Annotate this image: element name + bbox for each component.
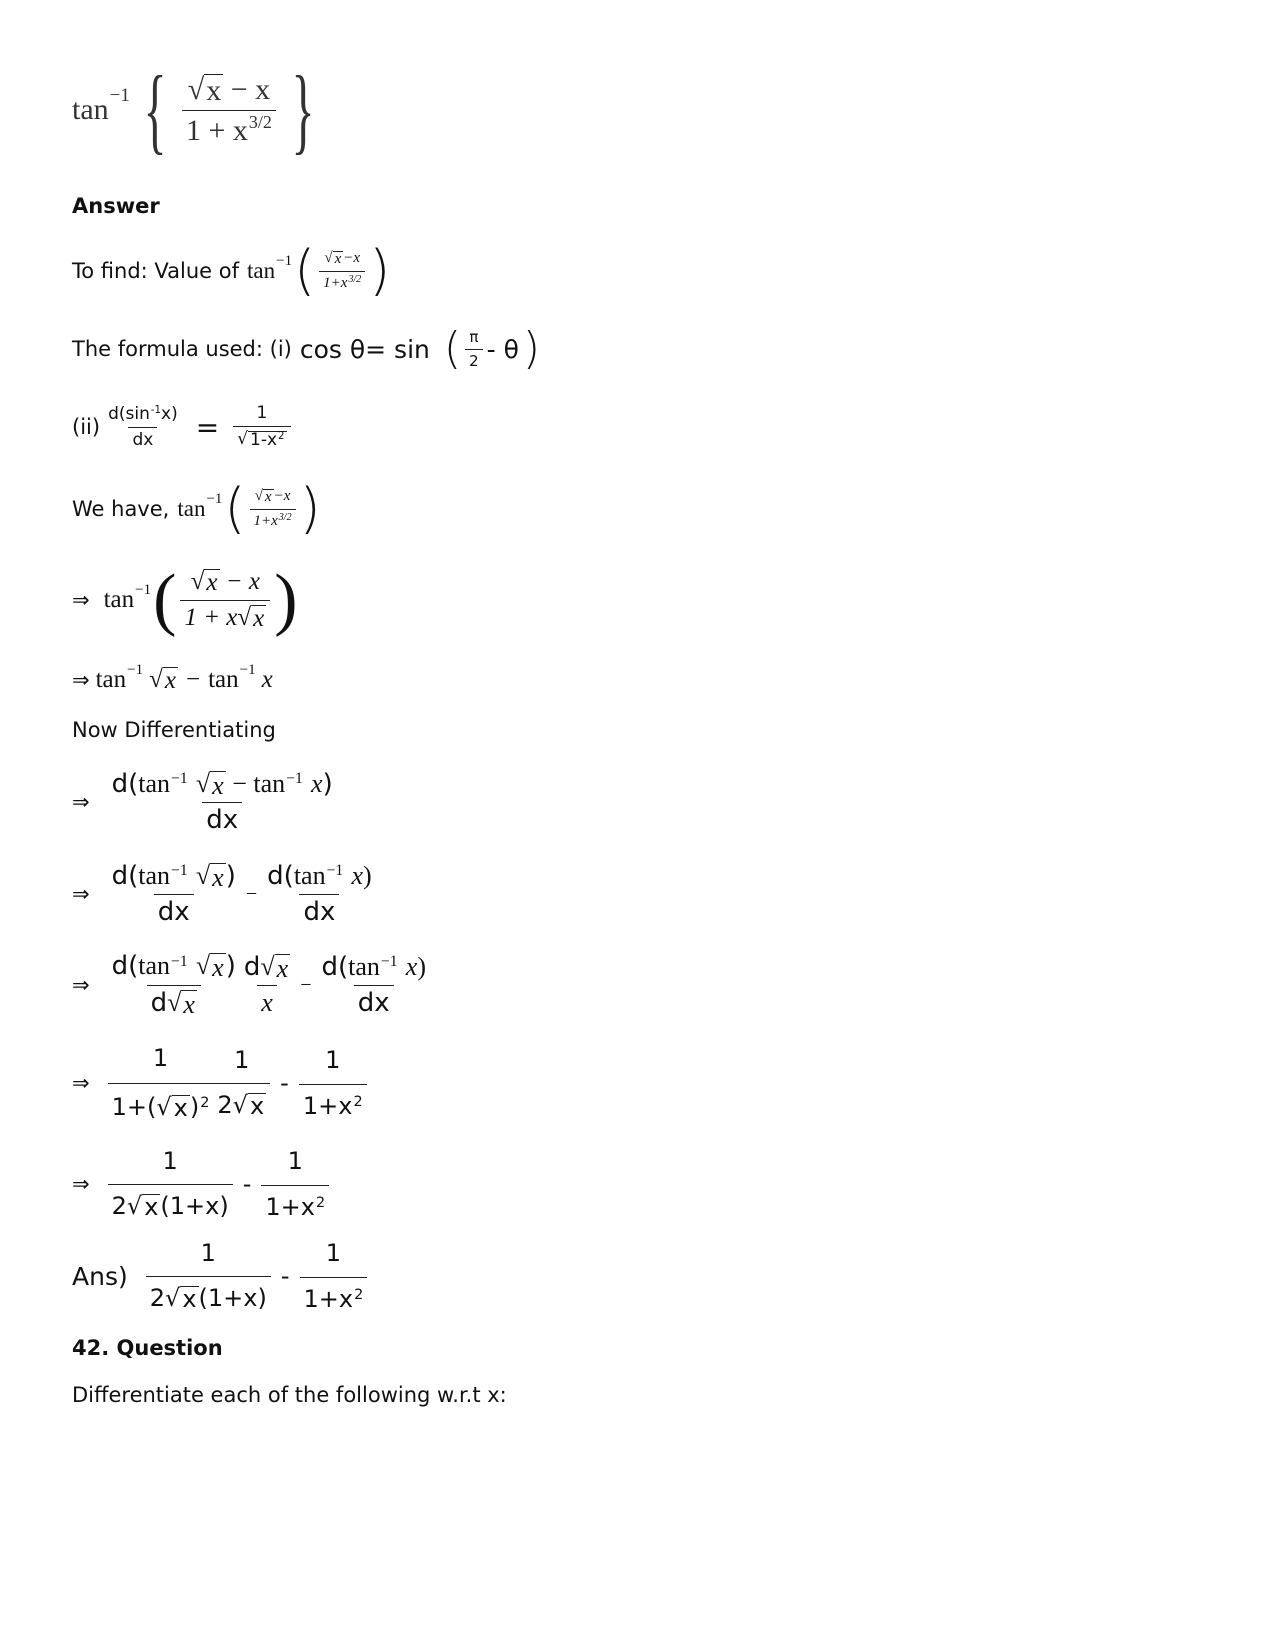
top-left-brace: { — [143, 56, 167, 163]
now-differentiating: Now Differentiating — [72, 718, 276, 742]
d3-line: ⇒ $d(\tan^{-1}$ √ x ) d √ x d √ x x − $\frac{d(\tan^{-1} x)}{dx}$ — [72, 944, 434, 1026]
top-fraction: √ x − x $1 + x^{3/2}$ — [182, 73, 276, 147]
we-have-fraction: √ x −x $1+x^{3/2}$ — [250, 488, 296, 529]
we-have-line: We have, tan −1 ( √ x −x $1+x^{3/2}$ ) — [72, 477, 321, 540]
answer-heading: Answer — [72, 194, 160, 218]
d1-line: ⇒ $d(\tan^{-1}$ √ x − $\tan^{-1} x$) dx — [72, 762, 341, 842]
d4-line: ⇒ 1 1+( √ x )$^2$ 1 2 √ x - $\frac{1}{1+x^2}$ — [72, 1038, 371, 1128]
d5-line: ⇒ 1 2 √ x (1+x) - $\frac{1}{1+x^2}$ — [72, 1144, 333, 1224]
d2-line: ⇒ $d(\tan^{-1}$ √ x ) dx − $\frac{d(\tan^{-1} x)}{dx}$ — [72, 854, 380, 934]
d3-fraction-c: $\frac{d(\tan^{-1} x)}{dx}$ — [321, 951, 426, 1018]
d3-fraction-a: $d(\tan^{-1}$ √ x ) d √ x — [111, 951, 236, 1019]
formula-ii-line: (ii) $\frac{d(\sin^{-1}x)}{dx}$ = 1 √ $1-x^2$ — [72, 396, 295, 458]
question-42-text: Differentiate each of the following w.r.t x: — [72, 1383, 507, 1407]
formula-i-line: The formula used: (i) cos θ= sin ( $\frac{\pi}{2}$ - θ ) — [72, 323, 541, 374]
d1-fraction: $d(\tan^{-1}$ √ x − $\tan^{-1} x$) dx — [111, 768, 333, 835]
one-over-sqrt: 1 √ $1-x^2$ — [233, 404, 290, 450]
to-find-line: To find: Value of tan −1 ( √ x −x $1+x^{3/2}$ ) — [72, 239, 391, 302]
formula-lhs: cos θ= sin — [299, 334, 430, 364]
top-fn-exp: −1 — [109, 85, 130, 106]
top-fn: tan — [72, 93, 109, 126]
pi-over-two: $\frac{\pi}{2}$ — [465, 329, 483, 369]
step1-line: ⇒ tan −1 ( √ x − x 1 + x √ x ) — [72, 561, 298, 638]
d5-fraction-b: $\frac{1}{1+x^2}$ — [261, 1148, 329, 1220]
d3-fraction-b: d √ x x — [243, 951, 289, 1017]
top-right-brace: } — [291, 56, 315, 163]
dsin-over-dx: $\frac{d(\sin^{-1}x)}{dx}$ — [108, 403, 178, 450]
d5-fraction-a: 1 2 √ x (1+x) — [108, 1148, 233, 1221]
ans-label: Ans) — [72, 1261, 128, 1291]
to-find-label: To find: Value of — [72, 259, 239, 283]
ans-fraction-b: $\frac{1}{1+x^2}$ — [300, 1240, 368, 1312]
top-num-sqrt: √ x — [187, 73, 222, 108]
final-answer-line: Ans) 1 2 √ x (1+x) - $\frac{1}{1+x^2}$ — [72, 1236, 371, 1316]
step2-line: ⇒ tan −1 √ x − tan −1 x — [72, 661, 273, 694]
step1-fraction: √ x − x 1 + x √ x — [180, 568, 270, 632]
d4-fraction-a: 1 1+( √ x )$^2$ — [108, 1045, 214, 1122]
top-expression — [72, 56, 326, 163]
d2-fraction-a: $d(\tan^{-1}$ √ x ) dx — [111, 860, 236, 927]
to-find-fraction: √ x −x $1+x^{3/2}$ — [319, 250, 365, 291]
question-42-heading: 42. Question — [72, 1336, 223, 1360]
d2-fraction-b: $\frac{d(\tan^{-1} x)}{dx}$ — [267, 860, 372, 927]
d4-fraction-b: 1 2 √ x — [213, 1047, 270, 1120]
ans-fraction-a: 1 2 √ x (1+x) — [146, 1240, 271, 1313]
formula-label: The formula used: (i) — [72, 337, 292, 361]
d4-fraction-c: $\frac{1}{1+x^2}$ — [299, 1047, 367, 1119]
